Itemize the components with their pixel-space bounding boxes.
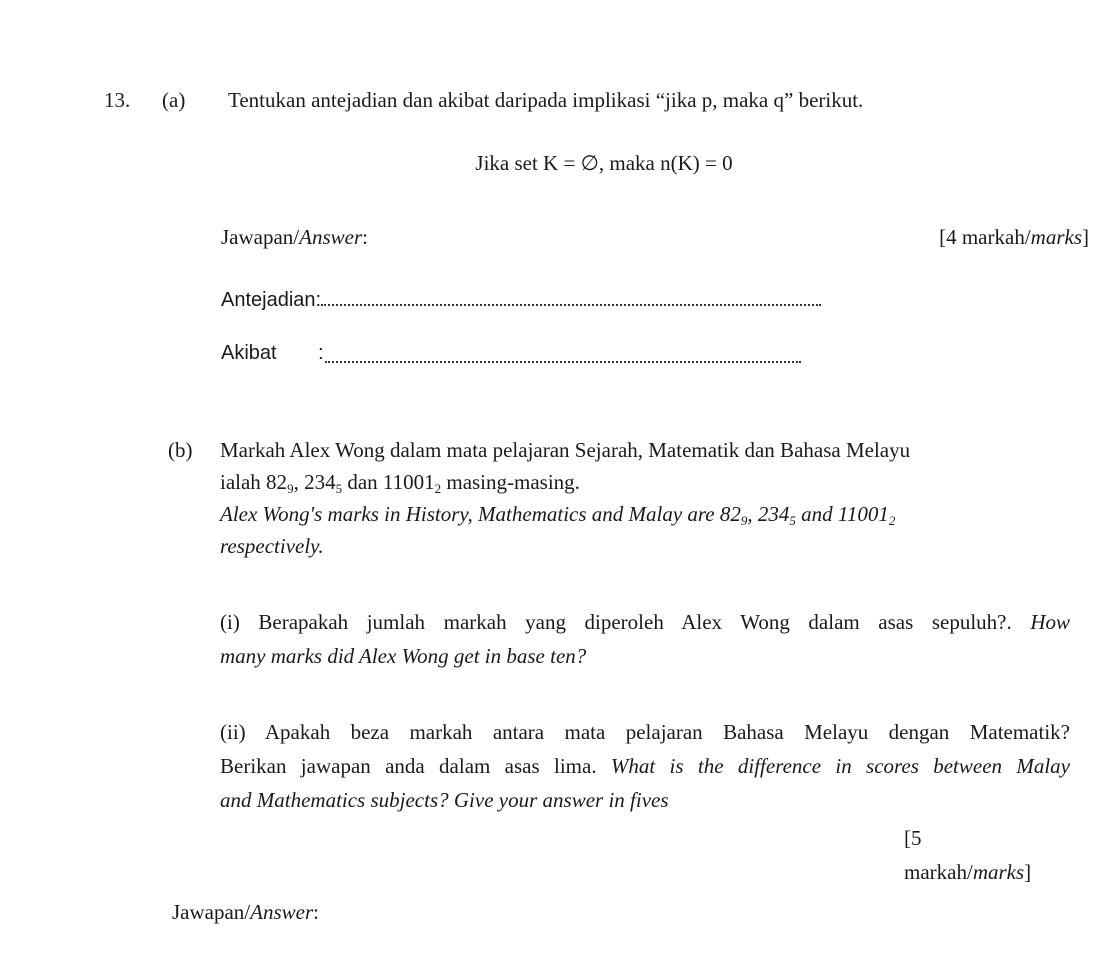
colon: :: [313, 900, 319, 924]
sub-question-i-line1: [220, 610, 1070, 634]
marks-a: [939, 225, 1089, 249]
base-subscript: 2: [888, 513, 896, 528]
answer-label-en: Answer: [250, 900, 314, 924]
antecedent-row: [221, 286, 821, 312]
colon: :: [362, 225, 368, 249]
consequent-colon: :: [318, 342, 324, 364]
part-a-prompt: Tentukan antejadian dan akibat daripada implikasi “jika p, maka q” berikut.: [228, 88, 864, 112]
sub-question-i-line2: many marks did Alex Wong get in base ten?: [220, 644, 587, 668]
consequent-answer-line[interactable]: [325, 343, 801, 363]
marks-close: ]: [1082, 225, 1089, 249]
sub-question-ii-line2: [220, 754, 1070, 778]
marks-b-line2: [904, 860, 1031, 884]
consequent-row: [221, 341, 324, 365]
answer-label-a: [221, 225, 368, 249]
sub-question-ii-line1: (ii) Apakah beza markah antara mata pelajaran Bahasa Melayu dengan Matematik?: [220, 720, 1070, 744]
implication-statement: Jika set K = ∅, maka n(K) = 0: [475, 151, 733, 175]
part-b-line2: [220, 470, 580, 494]
part-b-line4: respectively.: [220, 534, 324, 558]
answer-label-ms: Jawapan/: [221, 225, 300, 249]
marks-b-line1: [5: [904, 826, 922, 850]
text: Alex Wong's marks in History, Mathematics and Malay are 82: [220, 502, 741, 526]
answer-label-ms: Jawapan/: [172, 900, 251, 924]
base-subscript: 5: [335, 481, 343, 496]
marks-en: marks: [972, 860, 1025, 884]
base-subscript: 9: [287, 481, 294, 496]
text: and 11001: [795, 502, 889, 526]
part-b-line1: Markah Alex Wong dalam mata pelajaran Sejarah, Matematik dan Bahasa Melayu: [220, 438, 911, 462]
answer-label-b: [172, 900, 319, 924]
text: masing-masing.: [441, 470, 580, 494]
sub-ii-ms: Berikan jawapan anda dalam asas lima.: [220, 754, 597, 778]
consequent-label: Akibat: [221, 342, 277, 364]
antecedent-label: Antejadian:: [221, 289, 322, 311]
answer-label-en: Answer: [299, 225, 363, 249]
marks-ms: markah/: [904, 860, 973, 884]
text: dan 11001: [342, 470, 435, 494]
part-b-label: (b): [168, 438, 193, 462]
text: ialah 82: [220, 470, 288, 494]
text: , 234: [747, 502, 790, 526]
part-a-label: (a): [162, 88, 186, 112]
sub-i-en: How: [1030, 610, 1070, 634]
base-subscript: 5: [789, 513, 796, 528]
marks-close: ]: [1024, 860, 1032, 884]
antecedent-answer-line[interactable]: [321, 286, 821, 306]
base-subscript: 9: [740, 513, 748, 528]
marks-ms: [4 markah/: [939, 225, 1031, 249]
base-subscript: 2: [434, 481, 442, 496]
sub-ii-en: What is the difference in scores between Malay: [610, 754, 1071, 778]
sub-question-ii-line3: and Mathematics subjects? Give your answer in fives: [220, 788, 669, 812]
question-number: 13.: [104, 88, 131, 112]
sub-i-ms: (i) Berapakah jumlah markah yang diperoleh Alex Wong dalam asas sepuluh?.: [220, 610, 1012, 634]
marks-en: marks: [1030, 225, 1082, 249]
part-b-line3: [220, 502, 895, 526]
text: , 234: [293, 470, 336, 494]
